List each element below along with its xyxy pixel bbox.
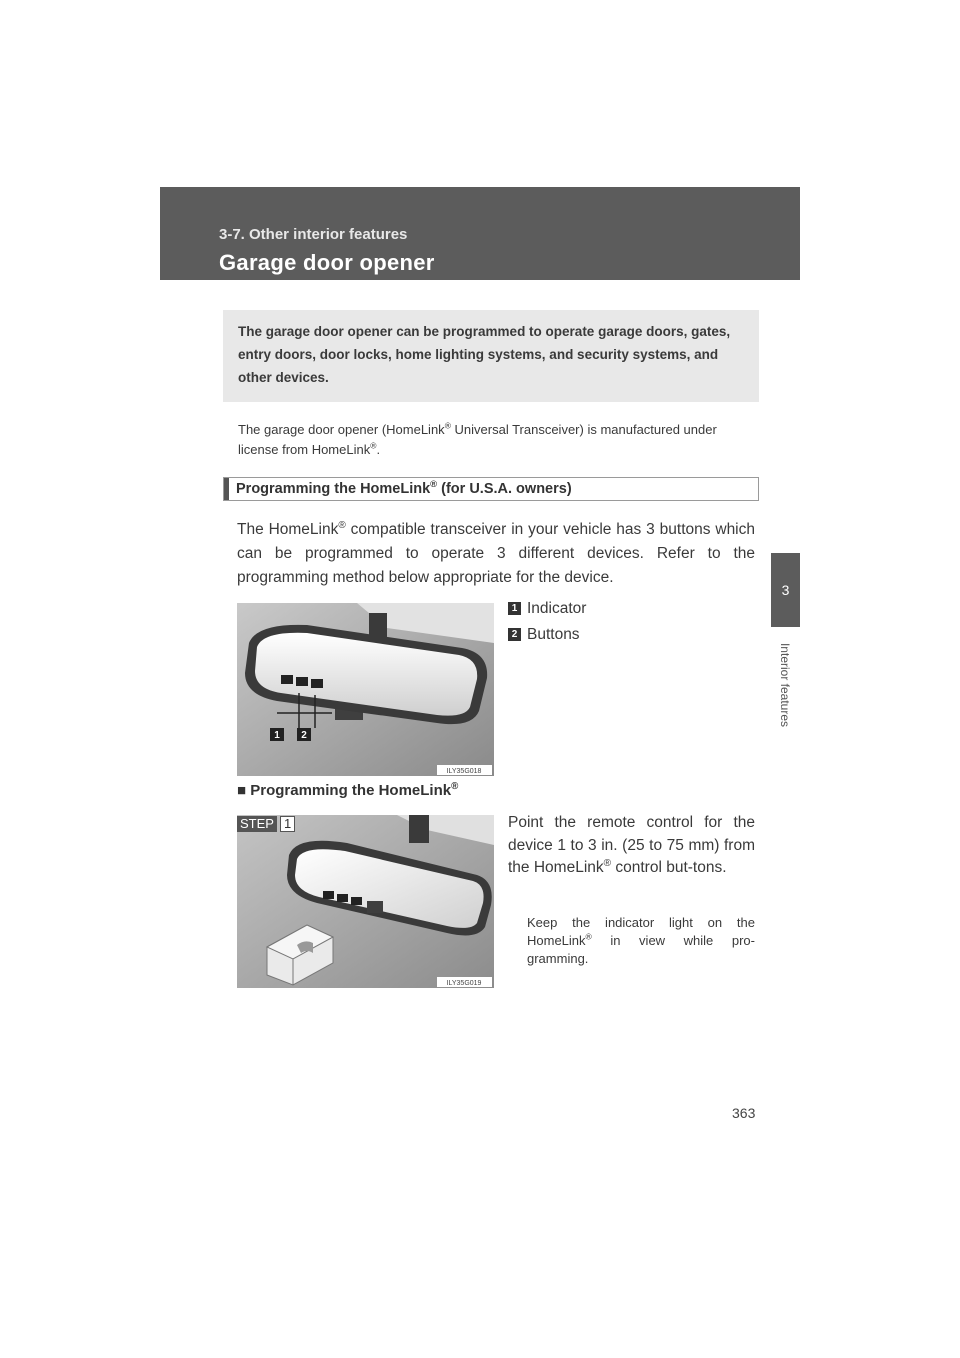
intro-text: The garage door opener can be programmed to operate garage doors, gates, entry doors, door locks, home lighting systems, and security systems, and other devices. <box>238 324 731 385</box>
step-figure <box>237 815 494 988</box>
note-text-3: . <box>376 442 381 457</box>
body-paragraph: The HomeLink® compatible transceiver in your vehicle has 3 buttons which can be programmed to operate 3 different devices. Refer to the programming method below appropriate for the device. <box>237 519 755 586</box>
step-note: Keep the indicator light on the HomeLink® in view while pro-gramming. <box>527 915 755 966</box>
legend-badge: 2 <box>508 628 521 641</box>
mirror-figure <box>237 603 494 776</box>
chapter-tab <box>771 553 800 627</box>
section-heading <box>223 477 759 501</box>
subsection-heading: ■ Programming the HomeLink® <box>237 781 459 799</box>
note-text-1: The garage door opener (HomeLink <box>238 422 445 437</box>
homelink-button-3 <box>311 679 323 688</box>
legend-item-buttons: 2 Buttons <box>508 626 580 644</box>
callout-1: 1 <box>274 730 280 741</box>
chapter-side-label <box>771 627 800 742</box>
homelink-button-2 <box>296 677 308 686</box>
registered-mark: ® <box>370 440 377 451</box>
heading-marker <box>224 478 229 500</box>
step-badge <box>237 816 295 832</box>
chapter-number: 3 <box>781 582 790 598</box>
homelink-button-1 <box>281 675 293 684</box>
legend-item-indicator: 1 Indicator <box>508 600 586 618</box>
figure-code: ILY35G018 <box>446 768 482 775</box>
step-text: Point the remote control for the device 1 to 3 in. (25 to 75 mm) from the HomeLink® control but-tons. <box>508 814 755 876</box>
chapter-label: Interior features <box>778 642 793 727</box>
section-label: 3-7. Other interior features <box>219 226 408 243</box>
page-number: 363 <box>732 1105 756 1121</box>
page-title: Garage door opener <box>219 250 435 275</box>
license-note <box>238 420 758 460</box>
legend-badge: 1 <box>508 602 521 615</box>
figure-code: ILY35G019 <box>446 980 482 987</box>
section-heading-text: Programming the HomeLink® (for U.S.A. owners) <box>236 478 572 497</box>
step-number: 1 <box>280 816 295 832</box>
square-bullet-icon: ■ <box>237 782 247 799</box>
mirror-remote-illustration <box>237 815 494 988</box>
callout-2: 2 <box>301 730 307 741</box>
note-text-2: Universal Transceiver) is manufactured under license from HomeLink <box>238 422 717 457</box>
step-label: STEP <box>237 816 277 832</box>
registered-mark: ® <box>444 420 451 431</box>
mirror-illustration <box>237 603 494 776</box>
